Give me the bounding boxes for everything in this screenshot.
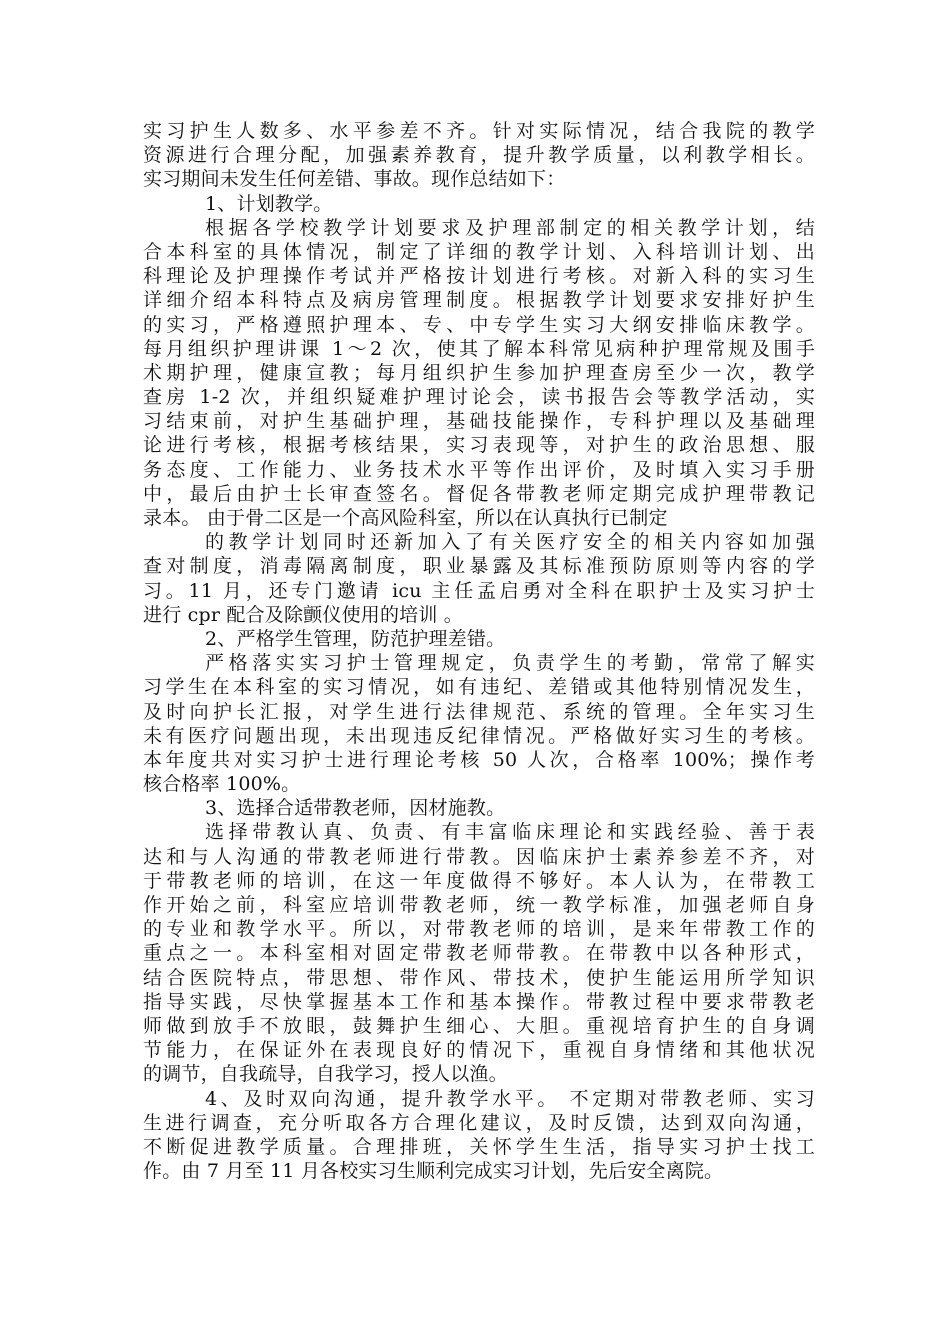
text-line: 的实习，严格遵照护理本、专、中专学生实习大纲安排临床教学。 bbox=[143, 313, 815, 336]
text-line: 节能力，在保证外在表现良好的情况下，重视自身情绪和其他状况 bbox=[143, 1039, 815, 1062]
text-line: 术期护理，健康宣教；每月组织护生参加护理查房至少一次，教学 bbox=[143, 361, 815, 384]
text-line: 录本。 由于骨二区是一个高风险科室，所以在认真执行已制定 bbox=[143, 507, 668, 529]
text-line: 根据各学校教学计划要求及护理部制定的相关教学计划，结 bbox=[205, 216, 815, 239]
text-line: 作。由 7 月至 11 月各校实习生顺利完成实习计划，先后安全离院。 bbox=[143, 1160, 724, 1183]
text-line: 生进行调查，充分听取各方合理化建议，及时反馈，达到双向沟通， bbox=[143, 1111, 815, 1134]
text-line: 重点之一。本科室相对固定带教老师带教。在带教中以各种形式， bbox=[143, 942, 815, 965]
text-line: 指导实践，尽快掌握基本工作和基本操作。带教过程中要求带教老 bbox=[143, 990, 815, 1013]
text-line: 作开始之前，科室应培训带教老师，统一教学标准，加强老师自身 bbox=[143, 894, 815, 916]
text-line: 论进行考核，根据考核结果，实习表现等，对护生的政治思想、服 bbox=[143, 434, 815, 457]
text-line: 详细介绍本科特点及病房管理制度。根据教学计划要求安排好护生 bbox=[143, 289, 815, 312]
text-line: 资源进行合理分配，加强素养教育，提升教学质量，以利教学相长。 bbox=[143, 144, 815, 167]
text-line: 1、计划教学。 bbox=[205, 192, 333, 215]
text-line: 结合医院特点，带思想、带作风、带技术，使护生能运用所学知识 bbox=[143, 966, 815, 989]
text-line: 于带教老师的培训，在这一年度做得不够好。本人认为，在带教工 bbox=[143, 869, 815, 892]
text-line: 合本科室的具体情况，制定了详细的教学计划、入科培训计划、出 bbox=[143, 240, 815, 263]
text-line: 未有医疗问题出现，未出现违反纪律情况。严格做好实习生的考核。 bbox=[143, 724, 815, 747]
text-line: 2、严格学生管理，防范护理差错。 bbox=[205, 627, 506, 650]
text-line: 务态度、工作能力、业务技术水平等作出评价，及时填入实习手册 bbox=[143, 458, 815, 481]
text-line: 严格落实实习护士管理规定，负责学生的考勤，常常了解实 bbox=[205, 652, 815, 675]
text-line: 师做到放手不放眼，鼓舞护生细心、大胆。重视培育护生的自身调 bbox=[143, 1014, 815, 1037]
text-line: 3、选择合适带教老师，因材施教。 bbox=[205, 797, 506, 820]
text-line: 的专业和教学水平。所以，对带教老师的培训，是来年带教工作的 bbox=[143, 918, 815, 941]
text-line: 查对制度，消毒隔离制度，职业暴露及其标准预防原则等内容的学 bbox=[143, 555, 815, 578]
text-line: 中，最后由护士长审查签名。督促各带教老师定期完成护理带教记 bbox=[143, 482, 815, 505]
text-line: 实习护生人数多、水平参差不齐。针对实际情况，结合我院的教学 bbox=[143, 120, 815, 142]
text-line: 实习期间未发生任何差错、事故。现作总结如下： bbox=[143, 168, 566, 191]
text-line: 习。11 月，还专门邀请 icu 主任孟启勇对全科在职护士及实习护士 bbox=[143, 579, 815, 602]
text-line: 4、及时双向沟通，提升教学水平。 不定期对带教老师、实习 bbox=[205, 1087, 815, 1110]
text-line: 及时向护长汇报，对学生进行法律规范、系统的管理。全年实习生 bbox=[143, 700, 815, 723]
text-line: 的教学计划同时还新加入了有关医疗安全的相关内容如加强 bbox=[205, 531, 815, 554]
text-line: 的调节，自我疏导，自我学习，授人以渔。 bbox=[143, 1063, 508, 1086]
text-line: 查房 1-2 次，并组织疑难护理讨论会，读书报告会等教学活动，实 bbox=[143, 386, 815, 409]
text-line: 核合格率 100%。 bbox=[143, 773, 301, 796]
text-line: 科理论及护理操作考试并严格按计划进行考核。对新入科的实习生 bbox=[143, 265, 815, 288]
text-line: 本年度共对实习护士进行理论考核 50 人次，合格率 100%；操作考 bbox=[143, 748, 815, 771]
text-line: 达和与人沟通的带教老师进行带教。因临床护士素养参差不齐，对 bbox=[143, 845, 815, 868]
document-body bbox=[143, 119, 815, 1183]
text-line: 习结束前，对护生基础护理，基础技能操作，专科护理以及基础理 bbox=[143, 410, 815, 433]
text-line: 每月组织护理讲课 1～2 次，使其了解本科常见病种护理常规及围手 bbox=[143, 337, 815, 360]
text-line: 选择带教认真、负责、有丰富临床理论和实践经验、善于表 bbox=[205, 821, 815, 844]
text-line: 不断促进教学质量。合理排班，关怀学生生活，指导实习护士找工 bbox=[143, 1135, 815, 1158]
text-line: 进行 cpr 配合及除颤仪使用的培训 。 bbox=[143, 603, 464, 626]
text-line: 习学生在本科室的实习情况，如有违纪、差错或其他特别情况发生， bbox=[143, 676, 815, 699]
